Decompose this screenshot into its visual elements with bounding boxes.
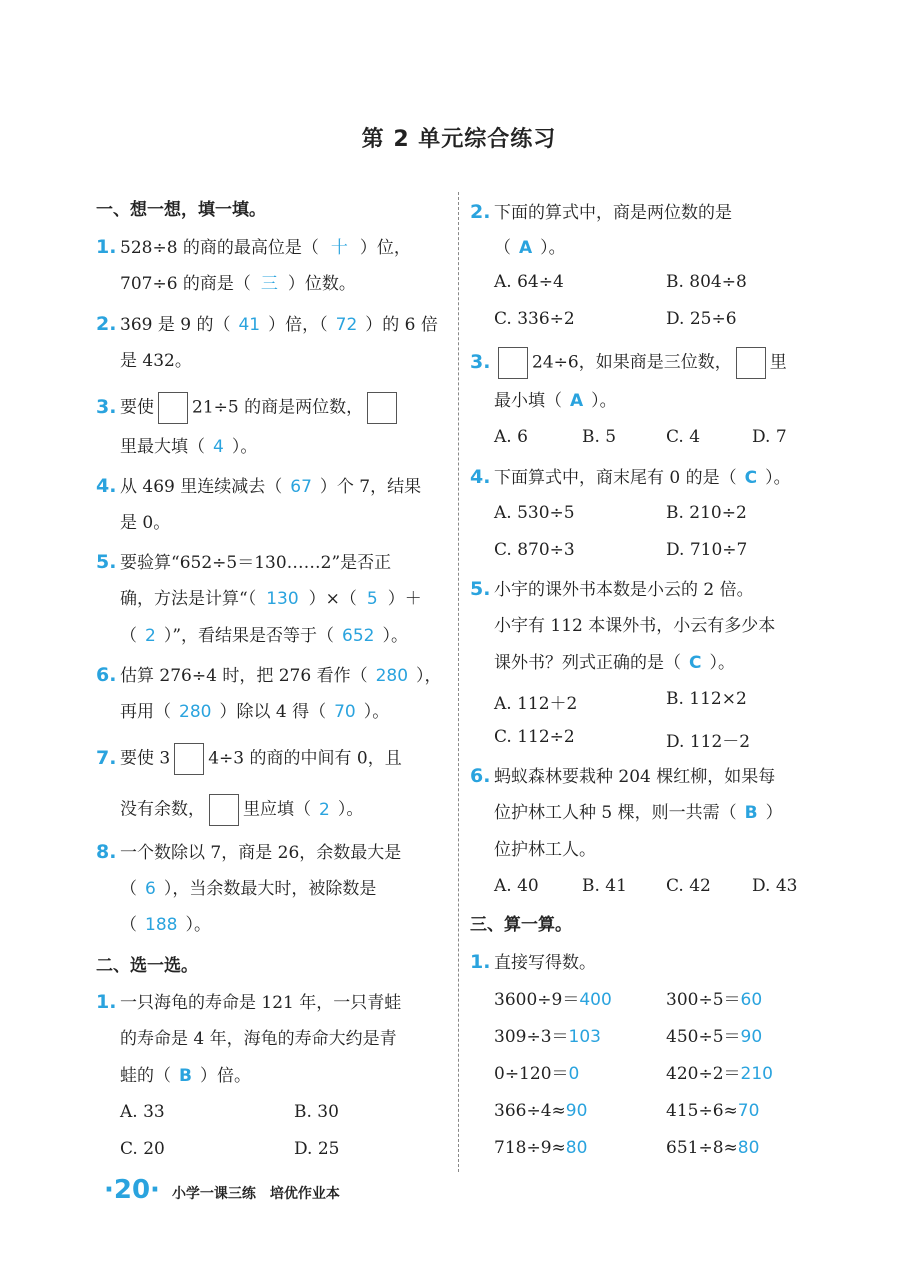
calc-answer: 90 [740,1027,763,1047]
answer: A [519,238,533,258]
question-number: 2. [96,313,117,335]
option: B. 112×2 [666,689,747,709]
answer: B [179,1066,192,1086]
answer: 130 [266,589,299,609]
option: B. 804÷8 [666,272,747,292]
blank-box [174,743,204,775]
book-title: 小学一课三练 培优作业本 [171,1186,340,1202]
page-number: ·20· [104,1175,160,1205]
answer: 2 [145,626,156,646]
s2-question-6-line1: 6. 蚂蚁森林要栽种 204 棵红柳，如果每 [470,765,776,787]
answer: 4 [213,437,224,457]
option: B. 30 [294,1102,339,1122]
calc-item [494,1136,587,1160]
option: C. 4 [666,427,701,447]
s2-question-5-line1: 5. 小宇的课外书本数是小云的 2 倍。 [470,578,754,600]
blank-box [367,392,397,424]
s2-question-1-line2: 的寿命是 4 年，海龟的寿命大约是青 [120,1029,397,1049]
question-number: 7. [96,746,117,769]
question-5-line1: 5. 要验算“652÷5＝130……2”是否正 [96,551,392,573]
calc-answer: 210 [740,1064,773,1084]
answer: C [744,468,758,488]
option: B. 210÷2 [666,503,747,523]
option: C. 42 [666,876,711,896]
question-3-line2: 里最大填（ 4 ）。 [120,437,258,457]
calc-expression: 0÷120＝ [494,1064,569,1084]
option: A. 112＋2 [494,694,578,714]
question-2-line1: 2. 369 是 9 的（ 41 ）倍，（ 72 ）的 6 倍 [96,313,438,335]
question-number: 1. [96,236,117,258]
calc-item [666,1136,759,1160]
s2-question-2-line1: 2. 下面的算式中，商是两位数的是 [470,201,732,223]
question-number: 6. [96,664,117,686]
section-3-heading: 三、算一算。 [470,915,572,935]
question-number: 2. [470,201,491,223]
calc-answer: 103 [568,1027,601,1047]
option: D. 710÷7 [666,540,748,560]
question-8-line2: （ 6 ），当余数最大时，被除数是 [120,879,377,899]
s2-question-6-line3: 位护林工人。 [494,840,596,860]
calc-answer: 80 [565,1138,588,1158]
answer: C [689,653,702,673]
answer: 三 [260,274,278,294]
option: A. 40 [494,876,539,896]
answer: 41 [238,315,261,335]
question-5-line3: （ 2 ）”，看结果是否等于（ 652 ）。 [120,626,408,646]
option: B. 41 [582,876,627,896]
page-footer [104,1175,340,1205]
option: C. 870÷3 [494,540,575,560]
option: C. 20 [120,1139,165,1159]
question-8-line3: （ 188 ）。 [120,915,211,935]
answer: 652 [342,626,375,646]
calc-answer: 90 [565,1101,588,1121]
option: D. 7 [752,427,787,447]
answer: 十 [330,238,348,258]
answer: B [744,803,758,823]
calc-answer: 70 [737,1101,760,1121]
option: A. 64÷4 [494,272,564,292]
question-1-line1: 1. 528÷8 的商的最高位是（ 十 ）位， [96,236,411,258]
option: C. 336÷2 [494,309,575,329]
calc-item [494,1099,587,1123]
calc-item [494,988,612,1012]
option: A. 33 [120,1102,165,1122]
calc-answer: 0 [568,1064,580,1084]
question-7-line2: 没有余数， 里应填（ 2 ）。 [120,794,363,826]
question-number: 6. [470,765,491,787]
calc-item [666,1062,773,1086]
calc-item [494,1062,579,1086]
calc-item [494,1025,601,1049]
answer: 5 [366,589,378,609]
calc-item [666,988,762,1012]
answer: 280 [179,702,212,722]
question-1-line2: 707÷6 的商是（ 三 ）位数。 [120,274,356,294]
calc-expression: 415÷6≈ [666,1101,738,1121]
option: D. 112－2 [666,732,751,752]
calc-expression: 309÷3＝ [494,1027,569,1047]
answer: 70 [334,702,356,722]
calc-answer: 80 [737,1138,760,1158]
question-number: 5. [96,551,117,573]
calc-item [666,1099,759,1123]
option: B. 5 [582,427,617,447]
blank-box [498,347,528,379]
calc-expression: 651÷8≈ [666,1138,738,1158]
question-8-line1: 8. 一个数除以 7，商是 26，余数最大是 [96,841,402,863]
section-1-heading: 一、想一想，填一填。 [96,200,266,220]
calc-answer: 400 [579,990,612,1010]
answer: 188 [145,915,178,935]
s2-question-5-line3: 课外书？列式正确的是（ C ）。 [494,653,735,673]
s2-question-4-line1: 4. 下面算式中，商末尾有 0 的是（ C ）。 [470,466,791,488]
option: C. 112÷2 [494,727,575,747]
answer: 72 [335,315,358,335]
answer: 67 [290,477,312,497]
calc-expression: 3600÷9＝ [494,990,580,1010]
column-divider [458,192,459,1172]
s2-question-3-line1: 3. 24÷6，如果商是三位数， 里 [470,347,787,379]
page-title: 第 2 单元综合练习 [361,127,557,152]
option: A. 6 [494,427,528,447]
question-number: 1. [96,991,117,1013]
answer: 6 [145,879,156,899]
calc-expression: 718÷9≈ [494,1138,566,1158]
question-3-line1: 3. 要使 21÷5 的商是两位数， [96,392,401,424]
option: D. 43 [752,876,798,896]
question-6-line1: 6. 估算 276÷4 时，把 276 看作（ 280 ）， [96,664,442,686]
answer: 280 [375,666,409,686]
blank-box [736,347,766,379]
s2-question-3-line2: 最小填（ A ）。 [494,391,617,411]
question-number: 8. [96,841,117,863]
question-6-line2: 再用（ 280 ）除以 4 得（ 70 ）。 [120,702,390,722]
answer: A [570,391,584,411]
s2-question-1-line1: 1. 一只海龟的寿命是 121 年，一只青蛙 [96,991,402,1013]
question-2-line2: 是 432。 [120,351,192,371]
section-2-heading: 二、选一选。 [96,956,198,976]
s2-question-5-line2: 小宇有 112 本课外书，小云有多少本 [494,616,776,636]
question-7-line1: 7. 要使 3 4÷3 的商的中间有 0，且 [96,743,402,775]
blank-box [158,392,188,424]
question-number: 4. [96,475,117,497]
question-4-line2: 是 0。 [120,513,171,533]
question-4-line1: 4. 从 469 里连续减去（ 67 ）个 7，结果 [96,475,422,497]
question-number: 3. [470,350,491,373]
s2-question-2-line2: （ A ）。 [494,238,566,258]
question-number: 5. [470,578,491,600]
blank-box [209,794,239,826]
answer: 2 [319,799,330,820]
option: D. 25÷6 [666,309,737,329]
calc-answer: 60 [740,990,763,1010]
question-number: 4. [470,466,491,488]
calc-item [666,1025,762,1049]
calc-expression: 420÷2＝ [666,1064,741,1084]
option: D. 25 [294,1139,340,1159]
question-number: 1. [470,951,491,973]
option: A. 530÷5 [494,503,575,523]
s3-question-1: 1. 直接写得数。 [470,951,596,973]
calc-expression: 300÷5＝ [666,990,741,1010]
s2-question-6-line2: 位护林工人种 5 棵，则一共需（ B ） [494,803,783,823]
question-5-line2: 确，方法是计算“（ 130 ）×（ 5 ）＋ [120,589,422,609]
calc-expression: 450÷5＝ [666,1027,741,1047]
calc-expression: 366÷4≈ [494,1101,566,1121]
s2-question-1-line3: 蛙的（ B ）倍。 [120,1066,251,1086]
question-number: 3. [96,395,117,418]
